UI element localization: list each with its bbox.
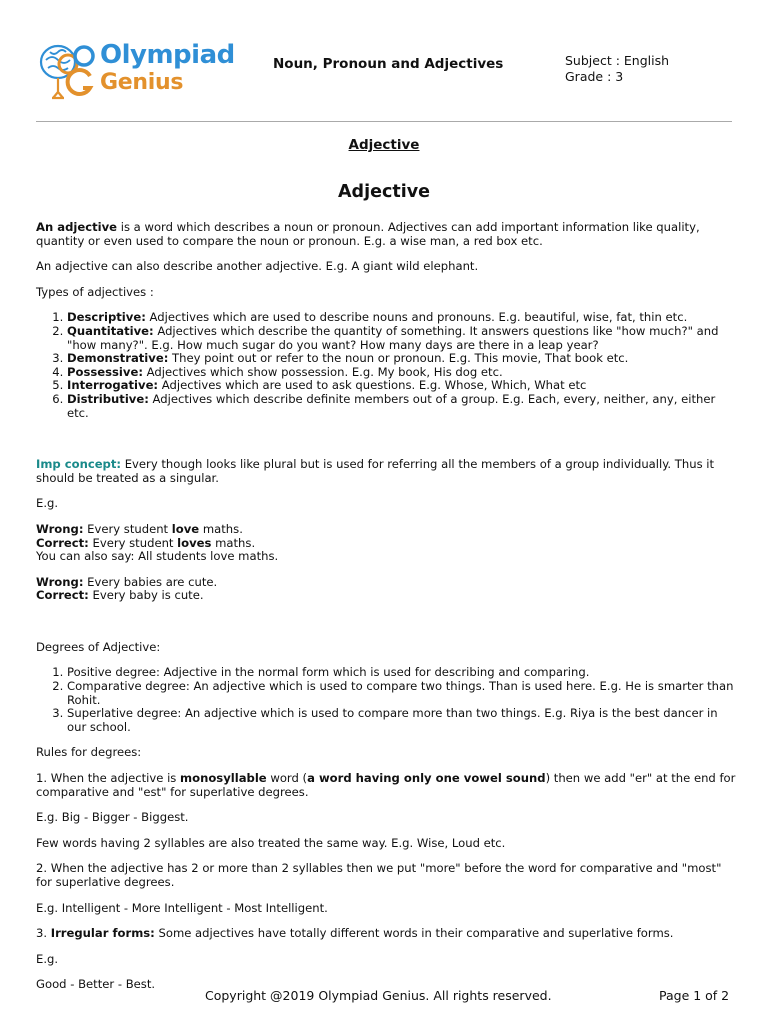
example-text: maths. (199, 521, 243, 536)
list-item: 2. Comparative degree: An adjective which is used to compare two things. Than is used here. E.g. He is smarter than Rohit. (67, 680, 736, 707)
types-label: Types of adjectives : (36, 284, 154, 299)
type-term: Descriptive: (67, 310, 146, 325)
type-text: Adjectives which describe the quantity of something. It answers questions like "how much?" and "how many?". E.g. How much sugar do you want? How many days are there in a leap year? (67, 323, 719, 352)
list-item: 1. Positive degree: Adjective in the normal form which is used for describing and comparing. (67, 666, 736, 680)
header-divider (36, 121, 732, 122)
subject-label: Subject : English (565, 53, 670, 68)
degrees-label: Degrees of Adjective: (36, 639, 161, 654)
footer-copyright: Copyright @2019 Olympiad Genius. All rights reserved. (205, 988, 552, 1003)
subject-grade-block (565, 53, 669, 85)
type-term: Distributive: (67, 391, 149, 406)
imp-concept-paragraph (36, 458, 736, 485)
rule-2: 2. When the adjective has 2 or more than 2 syllables then we put "more" before the word for comparative and "most" for superlative degrees. (36, 861, 722, 889)
type-text: Adjectives which are used to describe nouns and pronouns. E.g. beautiful, wise, fat, thin etc. (145, 310, 688, 325)
rule-bold: a word having only one vowel sound (307, 771, 546, 786)
rule-text: 3. (36, 926, 51, 941)
main-heading: Adjective (338, 182, 430, 202)
rule-text: 1. When the adjective is (36, 771, 181, 786)
example-2 (36, 576, 736, 603)
document-title: Noun, Pronoun and Adjectives (273, 56, 504, 72)
rule-text: ) then we add "er" at the end for comparative and "est" for superlative degrees. (36, 771, 736, 799)
imp-concept-label: Imp concept: (36, 457, 122, 472)
example-bold: love (171, 521, 200, 536)
intro-text: is a word which describes a noun or pronoun. Adjectives can add important information like quality, quantity or even used to compare the noun or pronoun. E.g. a wise man, a red box etc. (36, 220, 700, 248)
rule-text: Some adjectives have totally different words in their comparative and superlative forms. (154, 926, 674, 941)
example-bold: loves (177, 535, 212, 550)
olympiad-genius-logo (38, 40, 238, 102)
rule-3 (36, 927, 736, 941)
rule-3-example: Good - Better - Best. (36, 977, 156, 992)
type-term: Interrogative: (67, 378, 159, 393)
list-item (67, 393, 736, 420)
rule-bold: monosyllable (180, 771, 267, 786)
correct-label: Correct: (36, 535, 89, 550)
rule-1 (36, 772, 736, 799)
list-item (67, 311, 736, 325)
page-number: Page 1 of 2 (659, 988, 730, 1003)
rule-1-example: E.g. Big - Bigger - Biggest. (36, 810, 189, 825)
grade-label: Grade : 3 (565, 69, 624, 84)
document-body (36, 221, 736, 1004)
example-1 (36, 523, 736, 564)
correct-label: Correct: (36, 588, 89, 603)
brain-tree-icon (38, 40, 100, 102)
example-text: Every student (88, 535, 178, 550)
list-item (67, 325, 736, 352)
example-text: You can also say: All students love maths. (36, 549, 279, 564)
list-item (67, 352, 736, 366)
rule-text: word ( (266, 771, 308, 786)
eg-label: E.g. (36, 951, 59, 966)
wrong-label: Wrong: (36, 521, 84, 536)
intro-term: An adjective (36, 220, 118, 234)
rule-1-note: Few words having 2 syllables are also treated the same way. E.g. Wise, Loud etc. (36, 835, 506, 850)
list-item (67, 379, 736, 393)
types-list (36, 311, 736, 420)
section-heading: Adjective (348, 137, 420, 153)
imp-concept-text: Every though looks like plural but is used for referring all the members of a group individually. Thus it should be treated as a singular. (36, 457, 715, 485)
example-text: maths. (211, 535, 256, 550)
type-text: Adjectives which are used to ask questions. E.g. Whose, Which, What etc (158, 378, 587, 393)
list-item (67, 366, 736, 380)
logo-text-genius: Genius (100, 70, 184, 95)
intro-paragraph (36, 221, 736, 248)
also-describe-paragraph: An adjective can also describe another adjective. E.g. A giant wild elephant. (36, 259, 479, 274)
example-text: Every baby is cute. (88, 588, 204, 603)
rule-2-example: E.g. Intelligent - More Intelligent - Most Intelligent. (36, 900, 328, 915)
wrong-label: Wrong: (36, 574, 84, 589)
logo-text-olympiad: Olympiad (100, 40, 235, 70)
rules-label: Rules for degrees: (36, 745, 142, 760)
type-text: Adjectives which describe definite members out of a group. E.g. Each, every, neither, any, either etc. (67, 391, 716, 420)
list-item: 3. Superlative degree: An adjective which is used to compare more than two things. E.g. Riya is the best dancer in our school. (67, 707, 736, 734)
degrees-list (36, 666, 736, 734)
type-term: Quantitative: (67, 323, 154, 338)
type-term: Possessive: (67, 364, 143, 379)
example-text: Every babies are cute. (83, 574, 218, 589)
example-text: Every student (83, 521, 172, 536)
type-text: They point out or refer to the noun or pronoun. E.g. This movie, That book etc. (168, 351, 629, 366)
eg-label: E.g. (36, 496, 59, 511)
rule-bold: Irregular forms: (50, 926, 155, 941)
type-term: Demonstrative: (67, 351, 169, 366)
type-text: Adjectives which show possession. E.g. My book, His dog etc. (142, 364, 503, 379)
